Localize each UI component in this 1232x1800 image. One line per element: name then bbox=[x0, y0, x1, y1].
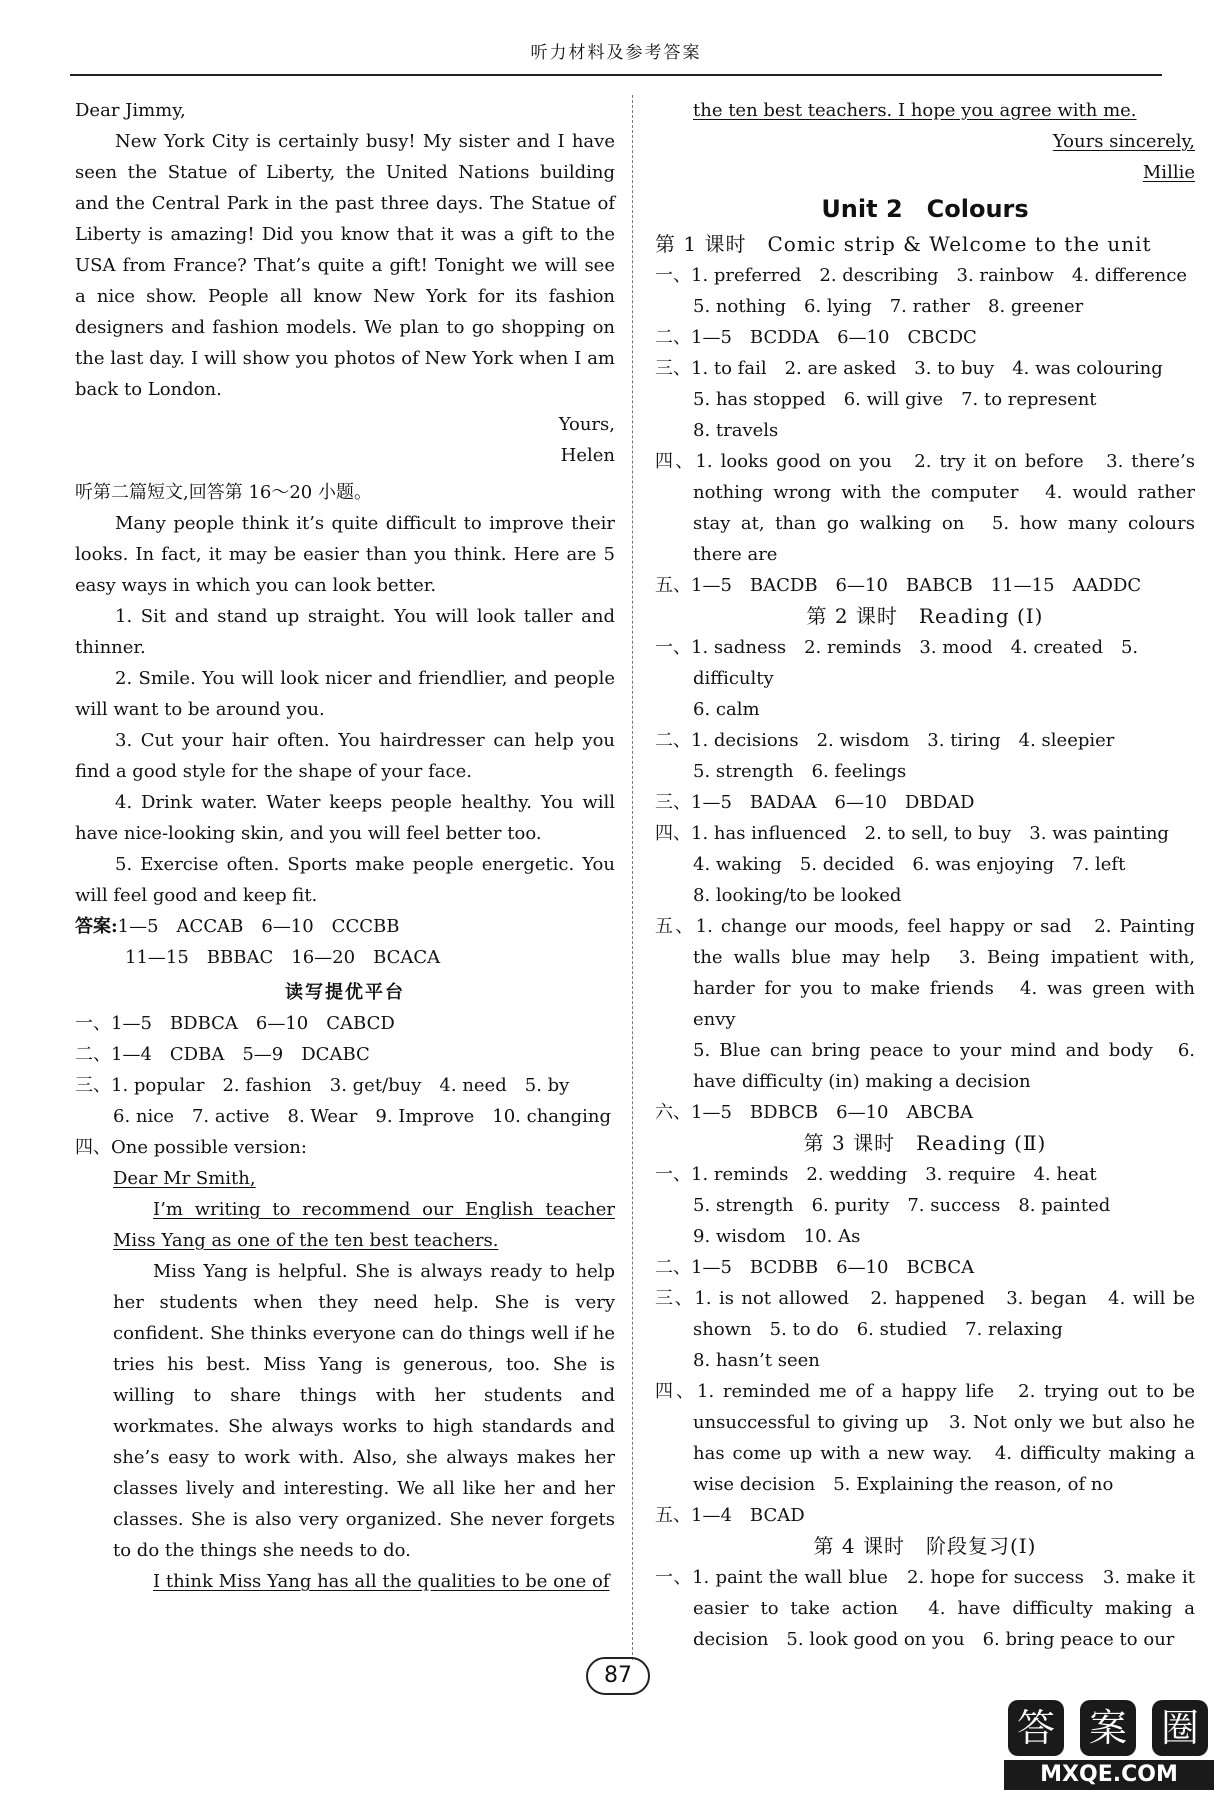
letter2-opening bbox=[113, 1194, 615, 1256]
letter1-signature: Helen bbox=[560, 445, 615, 466]
watermark-url: MXQE.COM bbox=[1004, 1760, 1214, 1790]
lesson2-title: 第 2 课时 Reading (Ⅰ) bbox=[806, 604, 1044, 628]
letter1-closing: Yours, bbox=[558, 414, 615, 435]
watermark-char: 圈 bbox=[1152, 1700, 1208, 1756]
letter2-greeting: Dear Mr Smith, bbox=[113, 1168, 256, 1189]
lesson1-line: 5. has stopped 6. will give 7. to represent bbox=[693, 389, 1097, 410]
left-column bbox=[75, 95, 615, 1597]
letter2-signoff bbox=[655, 126, 1195, 157]
letter2-closing-line bbox=[113, 1566, 615, 1597]
letter2-body: Miss Yang is helpful. She is always ready to help her students when they need help. She is very confident. She thinks everyone can do things well if he tries his best. Miss Yang is generous, too. She is willing to share things with her students and workmates. She always works to high standards and she’s easy to work with. Also, she always makes her classes lively and interesting. We all like her and her classes. She is also very organized. She never forgets to do the things she needs to do. bbox=[113, 1261, 615, 1561]
header-rule bbox=[70, 74, 1162, 76]
lesson3-title: 第 3 课时 Reading (Ⅱ) bbox=[803, 1131, 1047, 1155]
letter1-greeting: Dear Jimmy, bbox=[75, 100, 186, 121]
lesson3-line: 5. strength 6. purity 7. success 8. painted bbox=[693, 1195, 1111, 1216]
passage2-point: 5. Exercise often. Sports make people energetic. You will feel good and keep fit. bbox=[75, 854, 615, 906]
platform-line: 二、1—4 CDBA 5—9 DCABC bbox=[75, 1044, 370, 1065]
lesson1-line: 5. nothing 6. lying 7. rather 8. greener bbox=[693, 296, 1084, 317]
lesson2-line: 6. calm bbox=[693, 699, 760, 720]
answer-label: 答案: bbox=[75, 916, 118, 937]
letter2 bbox=[75, 1163, 615, 1597]
lesson2-line: 5. strength 6. feelings bbox=[693, 761, 907, 782]
letter2-closing-part2: the ten best teachers. I hope you agree with me. bbox=[693, 100, 1137, 121]
lesson2-line: 8. looking/to be looked bbox=[693, 885, 902, 906]
watermark-char: 答 bbox=[1008, 1700, 1064, 1756]
lesson3-line: 一、1. reminds 2. wedding 3. require 4. heat bbox=[655, 1164, 1097, 1185]
answer-text: 1—5 ACCAB 6—10 CCCBB bbox=[117, 916, 400, 937]
letter2-opening-text: I’m writing to recommend our English teacher Miss Yang as one of the ten best teachers. bbox=[113, 1199, 615, 1251]
letter2-signoff-text: Yours sincerely, bbox=[1052, 131, 1195, 152]
lesson2-line: 二、1. decisions 2. wisdom 3. tiring 4. sleepier bbox=[655, 730, 1115, 751]
lesson3-line: 二、1—5 BCDBB 6—10 BCBCA bbox=[655, 1257, 975, 1278]
lesson3-line: 五、1—4 BCAD bbox=[655, 1505, 805, 1526]
passage2-point: 2. Smile. You will look nicer and friendlier, and people will want to be around you. bbox=[75, 668, 615, 720]
lesson1-title: 第 1 课时 Comic strip & Welcome to the unit bbox=[655, 232, 1152, 256]
lesson3-line: 四、1. reminded me of a happy life 2. trying out to be unsuccessful to giving up 3. Not only we but also he has come up with a new way. 4. difficulty making a wise decision 5. Explaining the reason, of no bbox=[655, 1381, 1195, 1495]
passage2-point: 4. Drink water. Water keeps people healthy. You will have nice-looking skin, and you will feel better too. bbox=[75, 792, 615, 844]
right-column bbox=[655, 95, 1195, 1655]
lesson2-line: 五、1. change our moods, feel happy or sad 2. Painting the walls blue may help 3. Being impatient with, harder for you to make friends 4. was green with envy bbox=[655, 916, 1195, 1030]
lesson2-line: 一、1. sadness 2. reminds 3. mood 4. created 5. difficulty bbox=[655, 637, 1139, 689]
lesson1-line: 三、1. to fail 2. are asked 3. to buy 4. was colouring bbox=[655, 358, 1163, 379]
lesson2-line: 4. waking 5. decided 6. was enjoying 7. left bbox=[693, 854, 1126, 875]
letter1-body: New York City is certainly busy! My sister and I have seen the Statue of Liberty, the United Nations building and the Central Park in the past three days. The Statue of Liberty is amazing! Did you know that it was a gift to the USA from France? That’s quite a gift! Tonight we will see a nice show. People all know New York for its fashion designers and fashion models. We plan to go shopping on the last day. I will show you photos of New York when I am back to London. bbox=[75, 131, 615, 400]
lesson3-line: 8. hasn’t seen bbox=[693, 1350, 820, 1371]
platform-line: 四、One possible version: bbox=[75, 1137, 307, 1158]
answer-line-2: 11—15 BBBAC 16—20 BCACA bbox=[125, 947, 441, 968]
passage2-intro: Many people think it’s quite difficult to improve their looks. In fact, it may be easier than you think. Here are 5 easy ways in which you can look better. bbox=[75, 513, 615, 596]
column-divider bbox=[632, 95, 633, 1660]
letter2-continued bbox=[655, 95, 1195, 126]
lesson2-line: 六、1—5 BDBCB 6—10 ABCBA bbox=[655, 1102, 974, 1123]
lesson1-line: 四、1. looks good on you 2. try it on before 3. there’s nothing wrong with the computer 4. would rather stay at, than go walking on 5. how many colours there are bbox=[655, 451, 1195, 565]
passage2-heading: 听第二篇短文,回答第 16～20 小题。 bbox=[75, 482, 372, 503]
lesson3-line: 9. wisdom 10. As bbox=[693, 1226, 861, 1247]
page-header bbox=[0, 0, 1232, 80]
lesson1-line: 五、1—5 BACDB 6—10 BABCB 11—15 AADDC bbox=[655, 575, 1142, 596]
letter2-closing-part1: I think Miss Yang has all the qualities to be one of bbox=[153, 1571, 610, 1592]
letter2-signature bbox=[655, 157, 1195, 188]
lesson1-line: 8. travels bbox=[693, 420, 779, 441]
passage2-point: 1. Sit and stand up straight. You will look taller and thinner. bbox=[75, 606, 615, 658]
platform-heading: 读写提优平台 bbox=[285, 982, 405, 1003]
lesson1-line: 二、1—5 BCDDA 6—10 CBCDC bbox=[655, 327, 977, 348]
platform-line: 6. nice 7. active 8. Wear 9. Improve 10. changing bbox=[113, 1106, 612, 1127]
lesson2-line: 三、1—5 BADAA 6—10 DBDAD bbox=[655, 792, 975, 813]
lesson2-line: 5. Blue can bring peace to your mind and body 6. have difficulty (in) making a decision bbox=[693, 1040, 1195, 1092]
header-title: 听力材料及参考答案 bbox=[530, 43, 702, 63]
passage2-point: 3. Cut your hair often. You hairdresser can help you find a good style for the shape of your face. bbox=[75, 730, 615, 782]
unit-title: Unit 2 Colours bbox=[821, 195, 1029, 223]
watermark-logo bbox=[1004, 1700, 1214, 1790]
lesson4-line: 一、1. paint the wall blue 2. hope for success 3. make it easier to take action 4. have difficulty making a decision 5. look good on you 6. bring peace to our bbox=[655, 1567, 1195, 1650]
watermark-char: 案 bbox=[1080, 1700, 1136, 1756]
lesson2-line: 四、1. has influenced 2. to sell, to buy 3. was painting bbox=[655, 823, 1169, 844]
platform-line: 一、1—5 BDBCA 6—10 CABCD bbox=[75, 1013, 395, 1034]
lesson1-line: 一、1. preferred 2. describing 3. rainbow 4. difference bbox=[655, 265, 1188, 286]
answer-line-1 bbox=[75, 911, 615, 942]
lesson4-title: 第 4 课时 阶段复习(Ⅰ) bbox=[813, 1534, 1037, 1558]
platform-line: 三、1. popular 2. fashion 3. get/buy 4. need 5. by bbox=[75, 1075, 570, 1096]
letter2-signature-text: Millie bbox=[1142, 162, 1195, 183]
page-number: 87 bbox=[586, 1657, 650, 1695]
lesson3-line: 三、1. is not allowed 2. happened 3. began 4. will be shown 5. to do 6. studied 7. relaxing bbox=[655, 1288, 1195, 1340]
